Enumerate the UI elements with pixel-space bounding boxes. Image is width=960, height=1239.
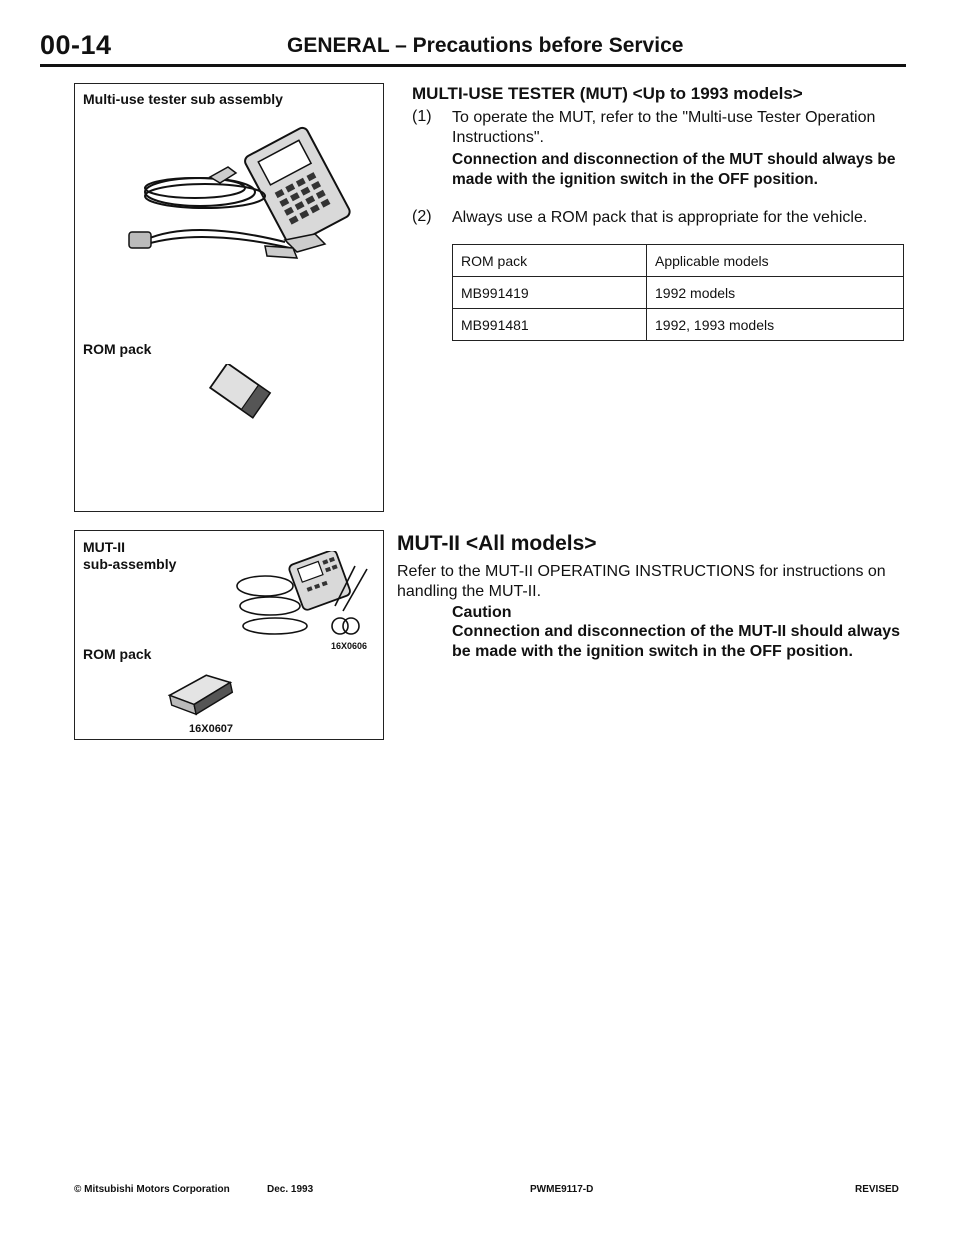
caution-text: Connection and disconnection of the MUT-II should always be made with the ignition switch in the OFF position. (452, 623, 901, 660)
table-header-row (453, 245, 904, 277)
item1-warning: Connection and disconnection of the MUT should always be made with the ignition switch in the OFF position. (452, 151, 896, 188)
page-header (40, 28, 906, 67)
footer-date: Dec. 1993 (267, 1184, 314, 1195)
section-title: GENERAL – Precautions before Service (287, 34, 684, 57)
item2-number: (2) (412, 208, 432, 225)
mut-ii-heading: MUT-II <All models> (397, 532, 597, 555)
table-header-cell: Applicable models (647, 245, 904, 277)
figure-label-rom-pack-2: ROM pack (83, 646, 152, 662)
footer-doc-code: PWME9117-D (530, 1184, 594, 1195)
item1-number: (1) (412, 108, 432, 125)
mut-heading: MULTI-USE TESTER (MUT) <Up to 1993 models> (412, 84, 803, 103)
figure-label-tester: Multi-use tester sub assembly (83, 91, 283, 107)
figure-label-sub-assembly: sub-assembly (83, 556, 177, 572)
figure-code-rom-pack: 16X0607 (189, 723, 234, 735)
figure-code-mut-ii: 16X0606 (331, 641, 368, 651)
rom-pack-table (452, 244, 904, 341)
table-cell: 1992 models (647, 277, 904, 309)
table-cell: MB991481 (453, 309, 647, 341)
caution-label: Caution (452, 604, 512, 621)
table-row (453, 309, 904, 341)
mut-ii-text: Refer to the MUT-II OPERATING INSTRUCTIONS for instructions on handling the MUT-II. (397, 563, 886, 600)
rom-pack-illustration (200, 364, 280, 424)
figure-mut-ii (74, 530, 384, 740)
footer-status: REVISED (855, 1184, 899, 1195)
rom-pack-ii-illustration (160, 669, 240, 719)
table-cell: MB991419 (453, 277, 647, 309)
table-header-cell: ROM pack (453, 245, 647, 277)
figure-label-mut-ii: MUT-II (83, 539, 125, 555)
tester-illustration (125, 122, 355, 272)
mut-ii-illustration (225, 551, 370, 646)
table-cell: 1992, 1993 models (647, 309, 904, 341)
item2-text: Always use a ROM pack that is appropriate for the vehicle. (452, 209, 868, 226)
figure-label-rom-pack: ROM pack (83, 341, 152, 357)
footer-copyright: © Mitsubishi Motors Corporation (74, 1184, 230, 1195)
page-number: 00-14 (40, 30, 112, 60)
item1-text: To operate the MUT, refer to the "Multi-use Tester Operation Instructions". (452, 109, 876, 146)
table-row (453, 277, 904, 309)
figure-multi-use-tester (74, 83, 384, 512)
